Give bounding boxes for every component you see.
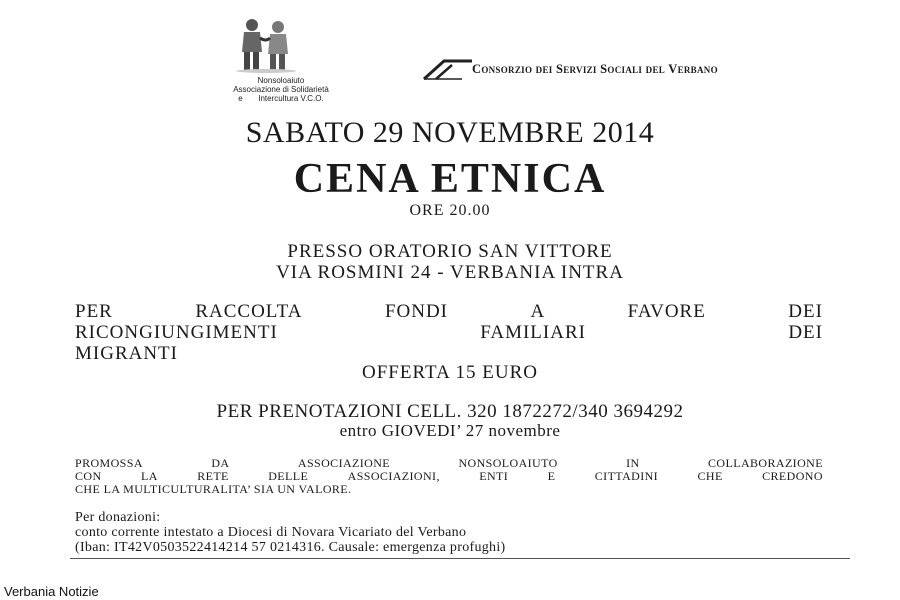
purpose-line-3: MIGRANTI [75,343,178,364]
donations-iban: (Iban: IT42V0503522414214 57 0214316. Causale: emergenza profughi) [75,540,506,555]
source-credit: Verbania Notizie [4,584,99,599]
purpose-word: DEI [788,301,823,322]
purpose-word: A [530,301,546,322]
booking-phones: PER PRENOTAZIONI CELL. 320 1872272/340 3694292 [216,401,684,422]
promo-word: E [547,469,556,483]
promo-line-3: CHE LA MULTICULTURALITA’ SIA UN VALORE. [75,482,352,496]
logo-subtitle-2: e Intercultura V.C.O. [238,94,324,103]
logo-name: Nonsoloaiuto [257,76,305,85]
purpose-word: PER [75,301,113,322]
event-date: SABATO 29 NOVEMBRE 2014 [245,116,655,149]
promo-word: LA [140,469,158,483]
promo-word: IN [626,456,640,470]
purpose-line-2 [75,322,823,343]
promo-word: CHE [697,469,723,483]
promo-word: DA [211,456,230,470]
event-time: ORE 20.00 [409,202,491,219]
booking-deadline: entro GIOVEDI’ 27 novembre [339,421,561,440]
purpose-word: RACCOLTA [195,301,303,322]
promo-word: CON [75,469,102,483]
donations-account: conto corrente intestato a Diocesi di Novara Vicariato del Verbano [75,525,467,540]
people-illustration-icon [226,16,306,74]
divider [70,558,850,559]
consorzio-name: Consorzio dei Servizi Sociali del Verbano [472,62,718,76]
promo-word: RETE [197,469,229,483]
purpose-word: FAMILIARI [480,322,586,343]
nonsoloaiuto-logo [196,16,366,108]
consorzio-logo [422,57,822,87]
event-address: VIA ROSMINI 24 - VERBANIA INTRA [276,262,624,283]
purpose-word: RICONGIUNGIMENTI [75,322,278,343]
donations-heading: Per donazioni: [75,510,161,525]
event-title: CENA ETNICA [293,156,607,202]
promo-word: ENTI [479,469,509,483]
promo-word: NONSOLOAIUTO [458,456,558,470]
promo-word: ASSOCIAZIONE [297,456,391,470]
consorzio-mark-icon [422,57,474,83]
purpose-word: FONDI [384,301,448,322]
promo-word: DELLE [268,469,309,483]
purpose-word: FAVORE [627,301,706,322]
promo-word: ASSOCIAZIONI, [347,469,440,483]
promo-word: PROMOSSA [75,456,143,470]
promo-word: CITTADINI [594,469,659,483]
offer-price: OFFERTA 15 EURO [362,362,538,383]
event-place: PRESSO ORATORIO SAN VITTORE [287,241,613,262]
promo-word: COLLABORAZIONE [708,456,823,470]
purpose-line-1 [75,301,823,322]
promo-word: CREDONO [762,469,823,483]
logo-subtitle: Associazione di Solidarietà [233,85,329,94]
purpose-word: DEI [788,322,823,343]
